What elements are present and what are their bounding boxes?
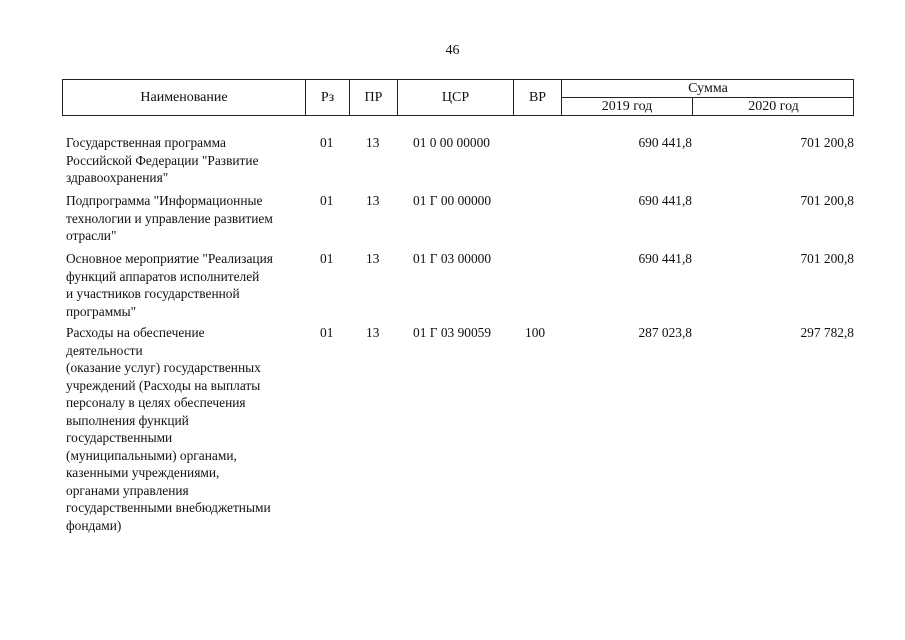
row-pr: 13 xyxy=(366,193,380,208)
row-csr: 01 0 00 00000 xyxy=(413,135,490,150)
row-amount-2020: 701 200,8 xyxy=(800,193,854,208)
row-amount-2019: 690 441,8 xyxy=(638,251,692,266)
row-amount-2019: 287 023,8 xyxy=(638,325,692,340)
row-amount-2019: 690 441,8 xyxy=(638,135,692,150)
header-rz: Рз xyxy=(320,90,335,105)
row-amount-2020: 297 782,8 xyxy=(800,325,854,340)
row-name: Государственная программа Российской Федерации "Развитие здравоохранения" xyxy=(66,135,259,185)
row-amount-2020: 701 200,8 xyxy=(800,135,854,150)
header-name: Наименование xyxy=(140,90,228,105)
row-name: Расходы на обеспечение деятельности (оказание услуг) государственных учреждений (Расходы на выплаты персоналу в целях обеспечения выполнения функций государственными (муниципальными) органами, казенными учреждениями, органами управления государственными внебюджетными фондами) xyxy=(66,325,271,533)
page-number: 46 xyxy=(445,43,460,58)
sum-underline xyxy=(561,97,854,98)
row-csr: 01 Г 03 90059 xyxy=(413,325,492,340)
row-pr: 13 xyxy=(366,135,380,150)
header-vr: ВР xyxy=(528,90,547,105)
header-year-2019: 2019 год xyxy=(601,99,653,114)
header-sum: Сумма xyxy=(688,81,728,96)
row-name: Подпрограмма "Информационные технологии и управление развитием отрасли" xyxy=(66,193,273,243)
row-rz: 01 xyxy=(320,193,334,208)
row-rz: 01 xyxy=(320,135,334,150)
row-rz: 01 xyxy=(320,251,334,266)
header-pr: ПР xyxy=(364,90,383,105)
row-vr: 100 xyxy=(525,325,546,340)
header-year-2020: 2020 год xyxy=(748,99,799,114)
row-amount-2019: 690 441,8 xyxy=(638,193,692,208)
row-amount-2020: 701 200,8 xyxy=(800,251,854,266)
header-csr: ЦСР xyxy=(441,90,470,105)
row-name: Основное мероприятие "Реализация функций аппаратов исполнителей и участников государственной программы" xyxy=(66,251,273,319)
row-rz: 01 xyxy=(320,325,334,340)
row-csr: 01 Г 00 00000 xyxy=(413,193,492,208)
row-csr: 01 Г 03 00000 xyxy=(413,251,492,266)
row-pr: 13 xyxy=(366,325,380,340)
row-pr: 13 xyxy=(366,251,380,266)
